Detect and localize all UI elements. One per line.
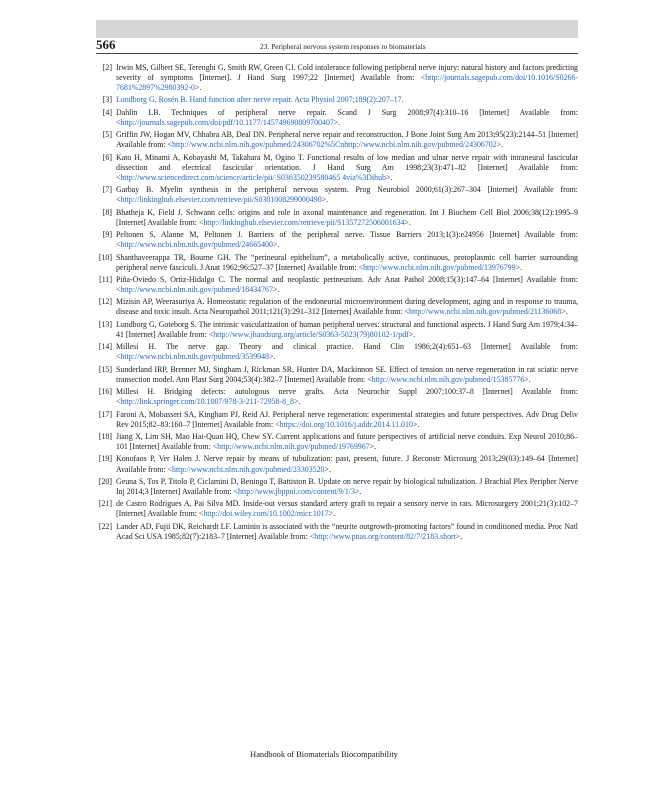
reference-text: Geuna S, Tos P, Titolo P, Ciclamini D, Beningo T, Battiston B. Update on nerve repair by biological tubulization. J Brachial Plex Peripher Nerve Inj 2014;3 [Internet] Available from: < xyxy=(116,476,578,496)
reference-text: Shanthaveerappa TR, Bourne GH. The “perineural epithelium”, a metabolically active, continuous, protoplasmic cell barrier surrounding peripheral nerve fasciculi. J Anat 1962;96:527–37 [Internet] Available from: < xyxy=(116,252,578,272)
reference-number: [18] xyxy=(98,432,112,442)
reference-citation xyxy=(116,522,578,542)
reference-item xyxy=(96,477,578,497)
reference-item xyxy=(96,342,578,362)
reference-text: Sunderland IRP, Brenner MJ, Singham J, Rickman SR, Hunter DA, Mackinnon SE. Effect of tension on nerve regeneration in rat sciatic nerve transection model. Ann Plast Surg 2004;53(4):382–7 [Internet] Available from: < xyxy=(116,364,578,384)
reference-link-close: >. xyxy=(194,83,202,93)
reference-citation xyxy=(116,410,578,430)
reference-link[interactable]: http://linkinghub.elsevier.com/retrieve/pii/S1357272506001634 xyxy=(203,217,405,227)
reference-number: [15] xyxy=(98,364,112,374)
reference-item xyxy=(96,253,578,273)
reference-number: [7] xyxy=(102,185,112,195)
reference-link-close: >. xyxy=(496,140,504,150)
reference-link[interactable]: http://www.sciencedirect.com/science/article/pii/ S036350239580465 4via%3Dihub xyxy=(120,172,386,182)
reference-link-close: >. xyxy=(328,509,336,519)
reference-item xyxy=(96,432,578,452)
reference-number: [9] xyxy=(102,230,112,240)
reference-link-close: >. xyxy=(321,195,329,205)
reference-link[interactable]: http://doi.wiley.com/10.1002/micr.1017 xyxy=(203,509,329,519)
reference-item xyxy=(96,95,578,105)
reference-link-close: >. xyxy=(324,464,331,474)
reference-link-close: >. xyxy=(268,352,276,362)
reference-link-close: >. xyxy=(293,397,301,407)
reference-citation xyxy=(116,185,578,205)
reference-number: [21] xyxy=(98,499,112,509)
reference-text: Bhatheja K, Field J. Schwann cells: origins and role in axonal maintenance and regeneration. Int J Biochem Cell Biol 2006;38(12):1995–9 [Internet] Available from: < xyxy=(116,207,578,227)
reference-link-close: >. xyxy=(272,285,280,295)
reference-citation xyxy=(116,153,578,183)
reference-link-close: >. xyxy=(333,117,341,127)
reference-number: [17] xyxy=(98,409,112,419)
reference-citation xyxy=(116,63,578,93)
reference-number: [11] xyxy=(99,274,112,284)
reference-item xyxy=(96,410,578,430)
reference-link[interactable]: http://www.ncbi.nlm.nih.gov/pubmed/21136068 xyxy=(409,307,562,317)
reference-citation xyxy=(116,499,578,519)
reference-text: Lundborg G, Goteborg S. The intrinsic vascularization of human peripheral nerves: structural and functional aspects. J Hand Surg Am 1979;4:34–41 [Internet] Available from: < xyxy=(116,319,578,339)
reference-text: Peltonen S, Alanne M, Peltonen J. Barriers of the peripheral nerve. Tissue Barriers 2013;1(3):e24956 [Internet] Available from: < xyxy=(116,230,578,250)
reference-link-close: >. xyxy=(524,374,531,384)
reference-number: [16] xyxy=(98,387,112,397)
reference-link[interactable]: http://www.ncbi.nlm.nih.gov/pubmed/15385776 xyxy=(371,374,525,384)
reference-item xyxy=(96,63,578,93)
reference-link-close: >. xyxy=(354,486,362,496)
reference-link[interactable]: http://link.springer.com/10.1007/978-3-211-72958-8_8 xyxy=(120,397,294,407)
reference-item xyxy=(96,365,578,385)
page-number: 566 xyxy=(96,37,116,52)
reference-text: Millesi H. Bridging defects: autologous nerve grafts. Acta Neurochir Suppl 2007;100:37–8 [Internet] Available from: < xyxy=(116,387,578,407)
reference-citation xyxy=(116,108,578,128)
reference-item xyxy=(96,153,578,183)
reference-citation xyxy=(116,230,578,250)
reference-link-close: >. xyxy=(369,442,377,452)
reference-link[interactable]: http://www.ncbi.nlm.nih.gov/pubmed/24306702%5Cnhttp://www.ncbi.nlm.nih.gov/pubmed/24306702 xyxy=(172,140,497,150)
reference-number: [22] xyxy=(98,521,112,531)
reference-link[interactable]: http://www.ncbi.nlm.nih.gov/pubmed/23303520 xyxy=(172,464,325,474)
footer-book-title: Handbook of Biomaterials Biocompatibility xyxy=(250,750,398,759)
reference-citation xyxy=(116,130,578,150)
reference-item xyxy=(96,230,578,250)
reference-link[interactable]: http://www.pnas.org/content/82/7/2183.short xyxy=(314,531,456,541)
reference-citation xyxy=(116,297,578,317)
reference-link[interactable]: https://doi.org/10.1016/j.addr.2014.11.010 xyxy=(279,419,413,429)
running-title: 23. Peripheral nervous system responses to biomaterials xyxy=(260,42,426,51)
reference-item xyxy=(96,275,578,295)
reference-link-close: >. xyxy=(385,172,393,182)
reference-link[interactable]: http://journals.sagepub.com/doi/pdf/10.1177/145749690809700407 xyxy=(120,117,334,127)
reference-item xyxy=(96,130,578,150)
reference-link-close: >. xyxy=(408,329,416,339)
reference-text: Garbay B. Myelin synthesis in the peripheral nervous system. Prog Neurobiol 2000;61(3):267–304 [Internet] Available from: < xyxy=(116,185,578,205)
reference-citation xyxy=(116,432,578,452)
reference-item xyxy=(96,297,578,317)
reference-citation xyxy=(116,454,578,474)
reference-number: [6] xyxy=(102,152,112,162)
reference-item xyxy=(96,208,578,228)
reference-text: Jiang X, Lim SH, Mao Hai-Quan HQ, Chew SY. Current applications and future perspectives of artificial nerve conduits. Exp Neurol 2010;86–101 [Internet] Available from: < xyxy=(116,432,578,452)
reference-item xyxy=(96,454,578,474)
reference-link[interactable]: http://www.ncbi.nlm.nih.gov/pubmed/24665400 xyxy=(120,240,273,250)
reference-link[interactable]: http://journals.sagepub.com/doi/10.1016/S0266-7681%2897%2980392-0 xyxy=(116,73,578,93)
reference-text: Irwin MS, Gilbert SE, Terenghi G, Smith RW, Green CJ. Cold intolerance following peripheral nerve injury: natural history and factors predicting severity of symptoms [Internet]. J Hand Surg 1997;22 [Internet] Available from: < xyxy=(116,63,578,83)
reference-item xyxy=(96,499,578,519)
reference-text: Lundborg G, Rosén B. Hand function after nerve repair. Acta Physiol 2007;189(2):207–17. xyxy=(116,95,404,105)
reference-item xyxy=(96,522,578,542)
reference-link-close: >. xyxy=(404,217,411,227)
reference-citation[interactable] xyxy=(116,95,578,105)
reference-link[interactable]: http://www.ncbi.nlm.nih.gov/pubmed/19769967 xyxy=(217,442,370,452)
reference-text: Griffin JW, Hogan MV, Chhabra AB, Deal DN. Peripheral nerve repair and reconstruction. J Bone Joint Surg Am 2013;95(23):2144–51 [Internet] Available from: < xyxy=(116,130,578,150)
reference-link[interactable]: http://www.jhandsurg.org/article/S0363-5023(79)80102-1/pdf xyxy=(213,329,409,339)
reference-link-close: >. xyxy=(272,240,280,250)
reference-link[interactable]: http://linkinghub.elsevier.com/retrieve/pii/S0301008299000490 xyxy=(120,195,322,205)
reference-citation xyxy=(116,275,578,295)
reference-citation xyxy=(116,208,578,228)
reference-citation xyxy=(116,365,578,385)
reference-text: Millesi H. The nerve gap. Theory and clinical practice. Hand Clin 1986;2(4):651–63 [Internet] Available from: < xyxy=(116,342,578,362)
header-bar xyxy=(96,20,578,38)
header-rule xyxy=(96,53,578,54)
reference-number: [2] xyxy=(102,63,112,72)
reference-text: Konofaos P, Ver Halen J. Nerve repair by means of tubulization: past, present, future. J Reconstr Microsurg 2013;29(03):149–64 [Internet] Available from: < xyxy=(116,454,578,474)
reference-text: Mizisin AP, Weerasuriya A. Homeostatic regulation of the endoneurial microenvironment during development, aging and in response to trauma, disease and toxic insult. Acta Neuropathol 2011;121(3):291–312 [Internet] Available from: < xyxy=(116,297,578,317)
reference-number: [4] xyxy=(102,107,112,117)
reference-link-close: >. xyxy=(412,419,420,429)
reference-item xyxy=(96,108,578,128)
reference-text: de Castro Rodrigues A, Pai Silva MD. Inside-out versus standard artery graft to repair a sensory nerve in rats. Microsurgery 2001;21(3):102–7 [Internet] Available from: < xyxy=(116,499,578,519)
reference-text: Lander AD, Fujii DK, Reichardt LF. Laminin is associated with the “neurite outgrowth-promoting factors” found in conditioned media. Proc Natl Acad Sci USA 1985;82(7):2183–7 [Internet] Available from: < xyxy=(116,521,578,541)
reference-number: [13] xyxy=(98,319,112,329)
reference-citation xyxy=(116,477,578,497)
reference-text: Kato H, Minami A, Kobayashi M, Takahara M, Ogino T. Functional results of low median and ulnar nerve repair with intraneural fascicular dissection and electrical fascicular orientation. J Hand Surg Am 1998;23(3):471–82 [Internet] Available from: < xyxy=(116,152,578,182)
reference-text: Piña-Oviedo S, Ortiz-Hidalgo C. The normal and neoplastic perineurium. Adv Anat Pathol 2008;15(3):147–64 [Internet] Available from: < xyxy=(116,274,578,295)
reference-number: [20] xyxy=(98,476,112,486)
reference-text: Faroni A, Mobasseri SA, Kingham PJ, Reid AJ. Peripheral nerve regeneration: experimental strategies and future perspectives. Adv Drug Deliv Rev 2015;82–83:160–7 [Internet] Available from: < xyxy=(116,409,578,429)
reference-link[interactable]: http://www.ncbi.nlm.nih.gov/pubmed/13976799 xyxy=(363,262,516,272)
reference-link-close: >. xyxy=(455,531,463,541)
reference-number: [19] xyxy=(98,454,112,464)
reference-link[interactable]: http://www.jbppni.com/content/9/1/3 xyxy=(237,486,355,496)
reference-number: [12] xyxy=(98,297,112,307)
reference-citation xyxy=(116,253,578,273)
reference-link[interactable]: http://www.ncbi.nlm.nih.gov/pubmed/18434767 xyxy=(120,285,273,295)
reference-item xyxy=(96,320,578,340)
reference-number: [10] xyxy=(98,252,112,262)
reference-link[interactable]: http://www.ncbi.nlm.nih.gov/pubmed/3539948 xyxy=(120,352,269,362)
reference-number: [8] xyxy=(102,207,112,217)
reference-item xyxy=(96,387,578,407)
reference-number: [5] xyxy=(102,130,112,140)
reference-number: [14] xyxy=(98,342,112,352)
reference-link-close: >. xyxy=(561,307,568,317)
reference-citation xyxy=(116,320,578,340)
reference-text: Dahlin LB. Techniques of peripheral nerve repair. Scand J Surg 2008;97(4):310–16 [Internet] Available from: < xyxy=(116,107,578,127)
reference-citation xyxy=(116,342,578,362)
reference-number: [3] xyxy=(102,95,112,105)
reference-list xyxy=(96,63,578,544)
reference-citation xyxy=(116,387,578,407)
reference-link-close: >. xyxy=(515,262,523,272)
reference-item xyxy=(96,185,578,205)
